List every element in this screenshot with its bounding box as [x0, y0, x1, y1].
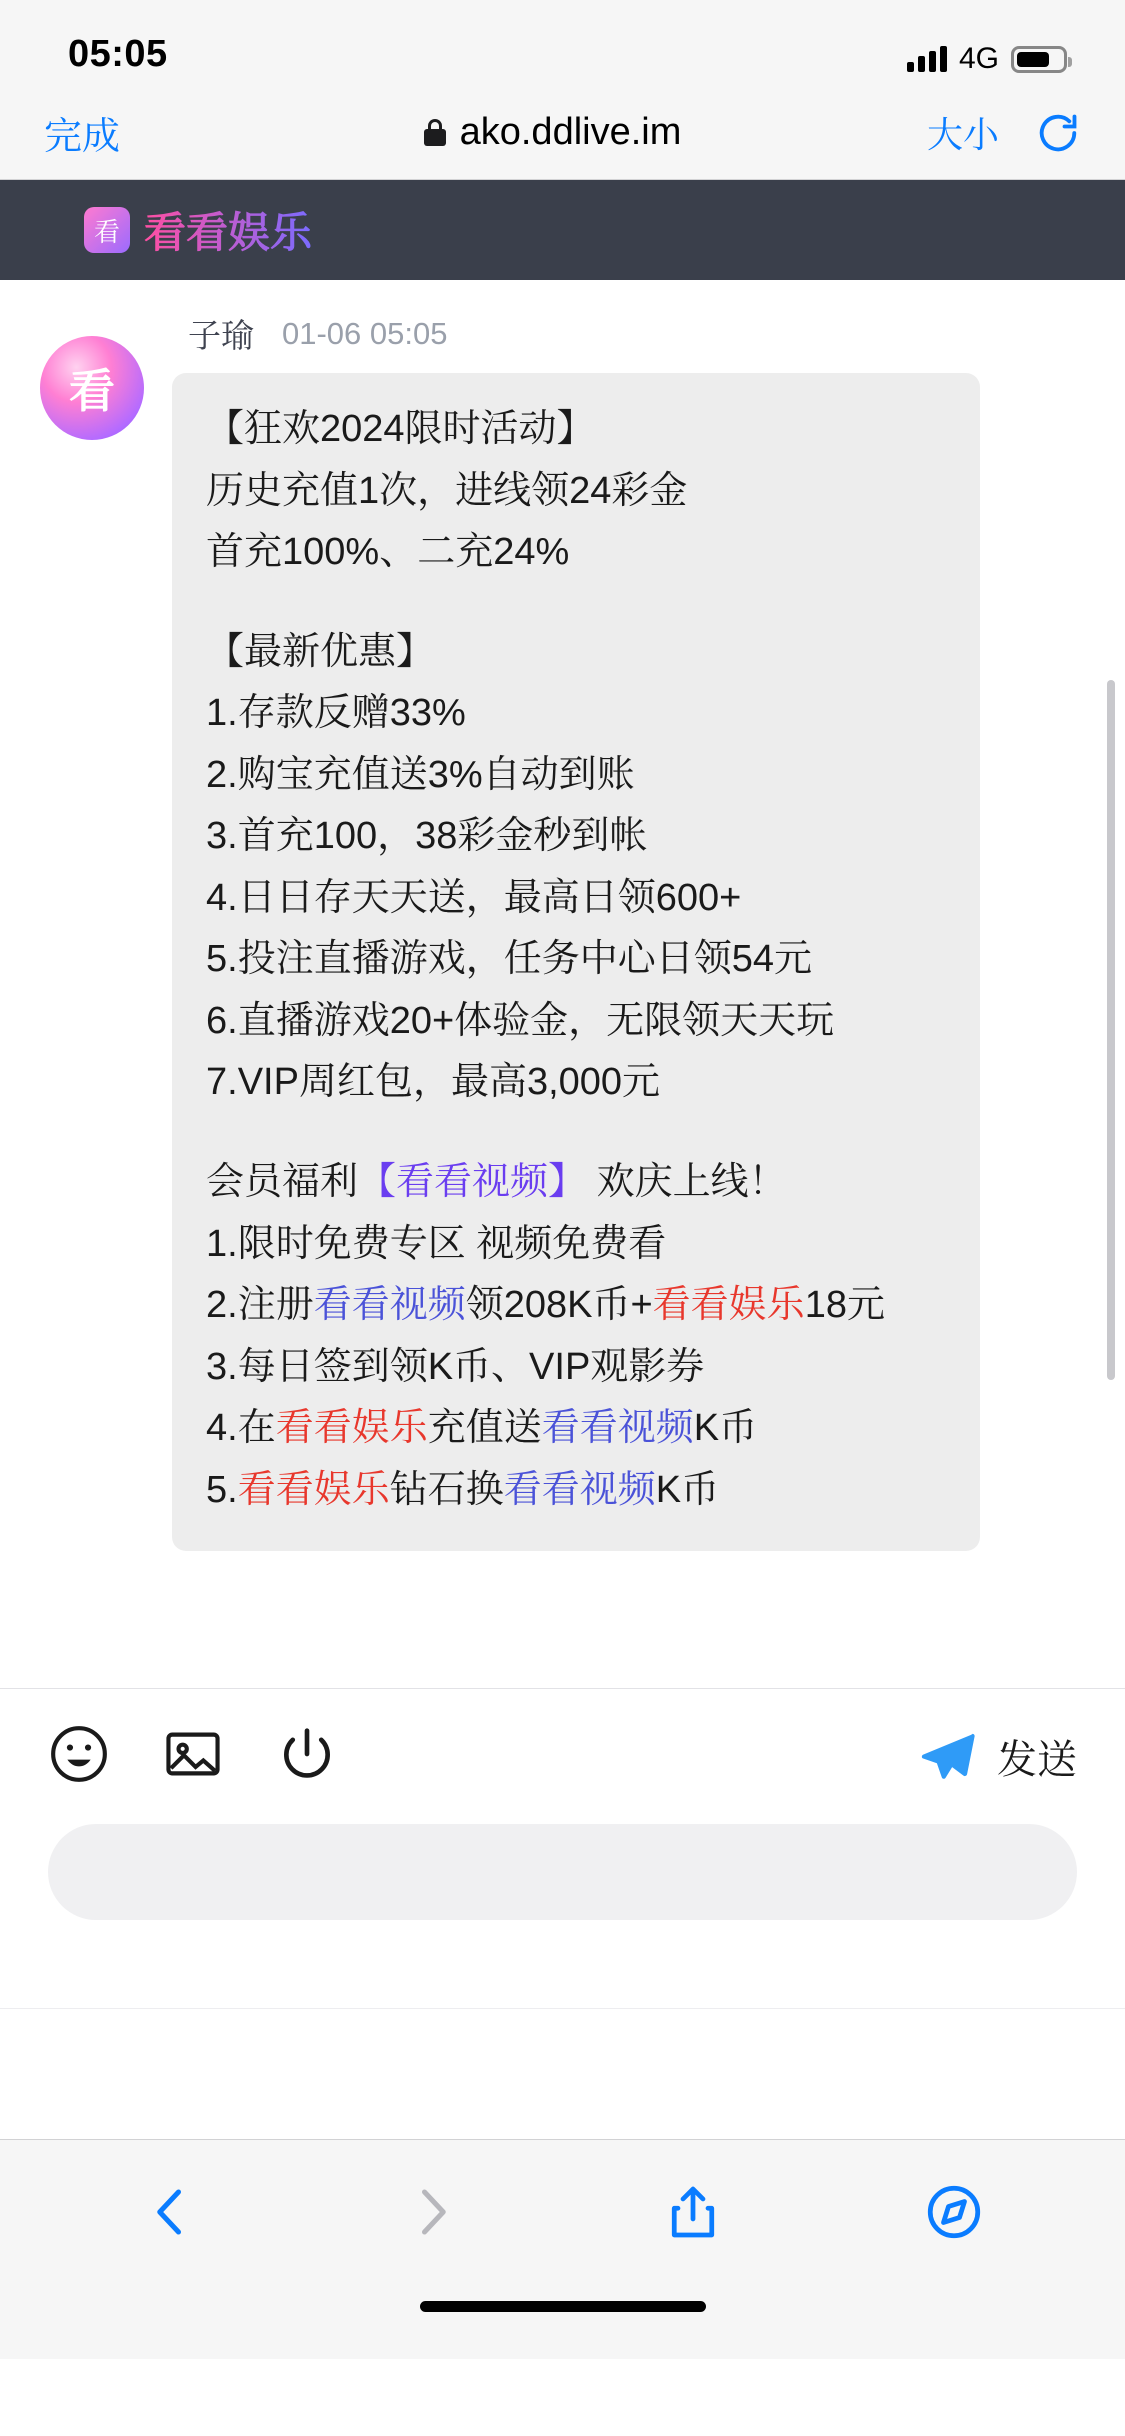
message-row	[0, 310, 1125, 1551]
message-highlight: 看看视频	[541, 1407, 694, 1450]
chevron-right-icon	[402, 2182, 462, 2247]
message-text: 首充100%、二充24%	[206, 531, 570, 574]
message-line	[206, 991, 946, 1053]
message-text: 充值送	[427, 1407, 542, 1450]
message-text: 1.限时免费专区 视频免费看	[206, 1222, 667, 1265]
share-icon[interactable]	[663, 2182, 723, 2247]
message-text: K币	[693, 1407, 758, 1450]
site-header	[0, 180, 1125, 280]
image-icon[interactable]	[162, 1723, 224, 1790]
home-indicator[interactable]	[420, 2301, 706, 2312]
message-text: 2.注册	[206, 1284, 314, 1327]
send-plane-icon	[917, 1726, 979, 1788]
send-button[interactable]	[917, 1726, 1077, 1788]
message-line	[206, 1337, 946, 1399]
message-text: 历史充值1次，进线领24彩金	[206, 469, 688, 512]
status-time: 05:05	[68, 33, 168, 75]
message-line	[206, 683, 946, 745]
chat-scrollbar[interactable]	[1107, 680, 1115, 1380]
message-line	[206, 399, 946, 461]
message-text: 【狂欢2024限时活动】	[206, 408, 595, 450]
browser-toolbar	[0, 2139, 1125, 2289]
message-line	[206, 1460, 946, 1522]
done-button[interactable]: 完成	[44, 116, 121, 158]
address-bar-url: ako.ddlive.im	[459, 111, 682, 153]
app-logo-icon: 看	[84, 207, 130, 253]
message-text: 7.VIP周红包，最高3,000元	[206, 1061, 661, 1104]
message-line	[206, 806, 946, 868]
battery-icon	[1011, 46, 1067, 73]
message-text: 3.首充100，38彩金秒到帐	[206, 815, 648, 858]
site-title: 看看娱乐	[144, 200, 312, 260]
network-type-label: 4G	[958, 42, 999, 75]
message-line	[206, 461, 946, 523]
message-line-spacer	[206, 584, 946, 622]
status-icons	[907, 42, 1067, 76]
message-text: 1.存款反赠33%	[206, 692, 466, 735]
message-text: 18元	[804, 1284, 885, 1327]
address-bar[interactable]	[214, 111, 891, 154]
message-highlight: 看看娱乐	[275, 1407, 428, 1450]
message-input[interactable]	[48, 1824, 1077, 1920]
message-text: 5.投注直播游戏，任务中心日领54元	[206, 938, 812, 981]
message-text: 3.每日签到领K币、VIP观影券	[206, 1345, 705, 1388]
home-indicator-area	[0, 2289, 1125, 2359]
message-meta	[172, 310, 1085, 357]
message-text: 领208K币+	[465, 1284, 653, 1327]
message-text: 4.在	[206, 1407, 276, 1450]
sender-nickname: 子瑜	[188, 317, 254, 354]
message-line	[206, 929, 946, 991]
reload-icon[interactable]	[1035, 110, 1081, 156]
chat-area	[0, 280, 1125, 1688]
lock-icon	[424, 119, 446, 146]
page-bottom-space	[0, 2008, 1125, 2139]
message-highlight: 看看视频	[313, 1284, 466, 1327]
message-text: 欢庆上线！	[586, 1161, 787, 1204]
message-line	[206, 522, 946, 584]
avatar[interactable]: 看	[40, 336, 144, 440]
compass-icon[interactable]	[924, 2182, 984, 2247]
message-highlight: 【看看视频】	[358, 1161, 587, 1204]
message-text: 【最新优惠】	[206, 630, 435, 673]
message-line	[206, 868, 946, 930]
message-text: K币	[655, 1468, 720, 1511]
browser-nav-bar	[0, 86, 1125, 180]
emoji-icon[interactable]	[48, 1723, 110, 1790]
message-line-spacer	[206, 1114, 946, 1152]
message-text: 4.日日存天天送，最高日领600+	[206, 876, 742, 919]
message-text: 6.直播游戏20+体验金，无限领天天玩	[206, 999, 835, 1042]
message-text: 2.购宝充值送3%自动到账	[206, 753, 635, 796]
message-line	[206, 745, 946, 807]
message-line	[206, 1275, 946, 1337]
message-line	[206, 1052, 946, 1114]
message-line	[206, 622, 946, 684]
send-label: 发送	[997, 1738, 1077, 1782]
message-highlight: 看看娱乐	[652, 1284, 805, 1327]
message-line	[206, 1214, 946, 1276]
message-text: 5.	[206, 1468, 238, 1511]
signal-bars-icon	[907, 46, 947, 72]
chevron-left-icon[interactable]	[141, 2182, 201, 2247]
status-bar	[0, 0, 1125, 86]
message-timestamp: 01-06 05:05	[282, 315, 448, 351]
message-line	[206, 1152, 946, 1214]
message-text: 会员福利	[206, 1161, 359, 1204]
message-bubble	[172, 373, 980, 1551]
message-text: 钻石换	[389, 1468, 504, 1511]
message-highlight: 看看视频	[503, 1468, 656, 1511]
message-line	[206, 1398, 946, 1460]
text-size-button[interactable]: 大小	[926, 114, 999, 155]
power-icon[interactable]	[276, 1723, 338, 1790]
message-composer	[0, 1688, 1125, 2008]
message-highlight: 看看娱乐	[237, 1468, 390, 1511]
